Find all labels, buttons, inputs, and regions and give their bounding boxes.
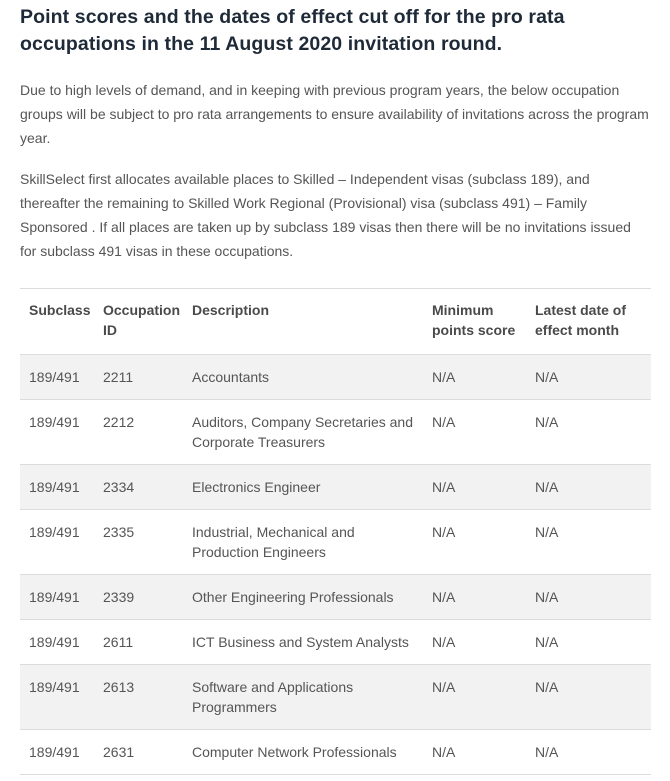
cell-subclass: 189/491 bbox=[20, 400, 94, 465]
cell-minimum-points: N/A bbox=[423, 665, 526, 730]
table-row bbox=[20, 575, 651, 620]
header-description: Description bbox=[183, 289, 423, 355]
cell-occupation-id: 2211 bbox=[94, 355, 183, 400]
table-row bbox=[20, 620, 651, 665]
cell-subclass: 189/491 bbox=[20, 510, 94, 575]
cell-description: Other Engineering Professionals bbox=[183, 575, 423, 620]
cell-latest-date: N/A bbox=[526, 465, 651, 510]
cell-occupation-id: 2339 bbox=[94, 575, 183, 620]
cell-minimum-points: N/A bbox=[423, 730, 526, 775]
cell-subclass: 189/491 bbox=[20, 355, 94, 400]
cell-minimum-points: N/A bbox=[423, 575, 526, 620]
cell-latest-date: N/A bbox=[526, 510, 651, 575]
header-subclass: Subclass bbox=[20, 289, 94, 355]
cell-description: ICT Business and System Analysts bbox=[183, 620, 423, 665]
cell-description: Electronics Engineer bbox=[183, 465, 423, 510]
table-row bbox=[20, 665, 651, 730]
cell-minimum-points: N/A bbox=[423, 465, 526, 510]
cell-description: Software and Applications Programmers bbox=[183, 665, 423, 730]
intro-paragraph: SkillSelect first allocates available places to Skilled – Independent visas (subclass 189), and thereafter the remaining to Skilled Work Regional (Provisional) visa (subclass 491) – Family Sponsored . If all places are taken up by subclass 189 visas then there will be no invitations issued for subclass 491 visas in these occupations. bbox=[20, 171, 631, 259]
cell-occupation-id: 2334 bbox=[94, 465, 183, 510]
cell-subclass: 189/491 bbox=[20, 575, 94, 620]
occupations-table bbox=[20, 288, 651, 775]
table-row bbox=[20, 730, 651, 775]
cell-latest-date: N/A bbox=[526, 730, 651, 775]
cell-description: Computer Network Professionals bbox=[183, 730, 423, 775]
cell-subclass: 189/491 bbox=[20, 665, 94, 730]
table-row bbox=[20, 400, 651, 465]
cell-occupation-id: 2613 bbox=[94, 665, 183, 730]
cell-occupation-id: 2631 bbox=[94, 730, 183, 775]
cell-subclass: 189/491 bbox=[20, 730, 94, 775]
cell-description: Accountants bbox=[183, 355, 423, 400]
cell-minimum-points: N/A bbox=[423, 400, 526, 465]
cell-latest-date: N/A bbox=[526, 400, 651, 465]
header-minimum-points: Minimum points score bbox=[423, 289, 526, 355]
table-row bbox=[20, 510, 651, 575]
cell-subclass: 189/491 bbox=[20, 465, 94, 510]
header-latest-date: Latest date of effect month bbox=[526, 289, 651, 355]
cell-description: Industrial, Mechanical and Production Engineers bbox=[183, 510, 423, 575]
page-content bbox=[0, 4, 670, 775]
cell-latest-date: N/A bbox=[526, 665, 651, 730]
cell-description: Auditors, Company Secretaries and Corporate Treasurers bbox=[183, 400, 423, 465]
table-row bbox=[20, 465, 651, 510]
cell-occupation-id: 2212 bbox=[94, 400, 183, 465]
cell-latest-date: N/A bbox=[526, 575, 651, 620]
cell-latest-date: N/A bbox=[526, 620, 651, 665]
cell-minimum-points: N/A bbox=[423, 355, 526, 400]
cell-minimum-points: N/A bbox=[423, 510, 526, 575]
cell-latest-date: N/A bbox=[526, 355, 651, 400]
cell-occupation-id: 2611 bbox=[94, 620, 183, 665]
cell-occupation-id: 2335 bbox=[94, 510, 183, 575]
header-occupation-id: Occupation ID bbox=[94, 289, 183, 355]
cell-subclass: 189/491 bbox=[20, 620, 94, 665]
page-title: Point scores and the dates of effect cut off for the pro rata occupations in the 11 August 2020 invitation round. bbox=[20, 6, 565, 55]
table-header-row bbox=[20, 289, 651, 355]
intro-paragraph: Due to high levels of demand, and in keeping with previous program years, the below occupation groups will be subject to pro rata arrangements to ensure availability of invitations across the program year. bbox=[20, 82, 649, 146]
cell-minimum-points: N/A bbox=[423, 620, 526, 665]
table-row bbox=[20, 355, 651, 400]
